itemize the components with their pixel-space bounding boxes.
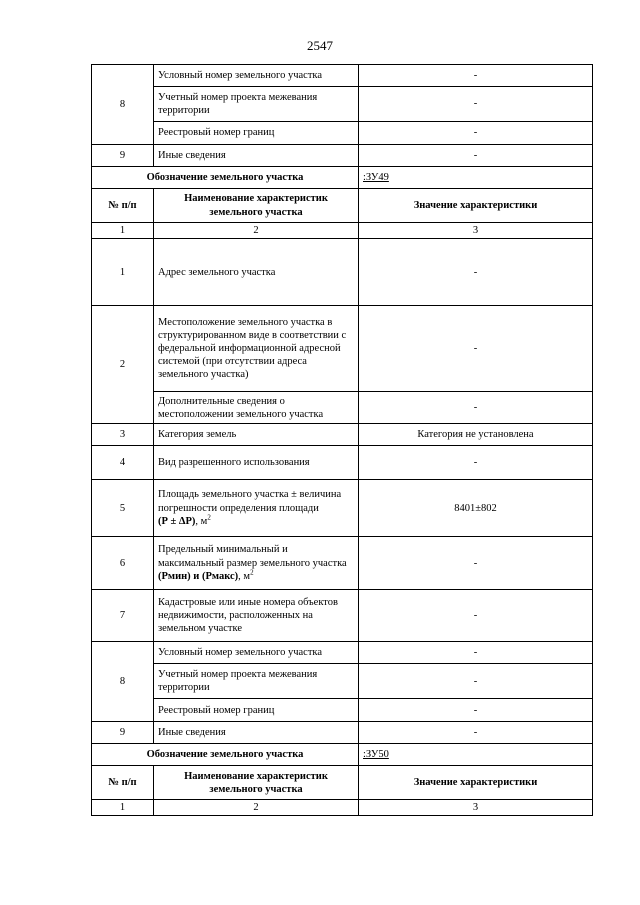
row-value: -	[359, 664, 593, 699]
row-name-main: Предельный минимальный и максимальный размер земельного участка	[158, 544, 347, 569]
section-banner	[92, 744, 593, 766]
row-name: Реестровый номер границ	[154, 699, 359, 722]
table-row	[92, 537, 593, 590]
row-value: -	[359, 537, 593, 590]
column-number: 3	[359, 223, 593, 239]
row-name: Вид разрешенного использования	[154, 446, 359, 480]
column-number: 1	[92, 223, 154, 239]
table-row	[92, 87, 593, 122]
row-value: -	[359, 306, 593, 392]
row-value: -	[359, 392, 593, 424]
row-name-bold: (Р ± ΔР)	[158, 515, 196, 527]
header-num: № п/п	[92, 189, 154, 223]
header-name: Наименование характеристик земельного участка	[154, 189, 359, 223]
row-value: 8401±802	[359, 480, 593, 537]
row-name-main: Площадь земельного участка ± величина погрешности определения площади	[158, 489, 342, 514]
row-name: Иные сведения	[154, 722, 359, 744]
table-row	[92, 722, 593, 744]
row-number: 8	[92, 642, 154, 722]
row-value: Категория не установлена	[359, 424, 593, 446]
row-value: -	[359, 87, 593, 122]
header-name: Наименование характеристик земельного участка	[154, 766, 359, 800]
table-row	[92, 699, 593, 722]
row-name: Условный номер земельного участка	[154, 65, 359, 87]
row-number: 8	[92, 65, 154, 145]
row-name	[154, 537, 359, 590]
row-value: -	[359, 590, 593, 642]
row-name-unit: , м	[195, 515, 208, 527]
row-name: Учетный номер проекта межевания территории	[154, 87, 359, 122]
land-plot-table	[91, 64, 593, 816]
table-row	[92, 446, 593, 480]
row-number: 4	[92, 446, 154, 480]
section-label: Обозначение земельного участка	[92, 167, 359, 189]
header-num: № п/п	[92, 766, 154, 800]
table-header	[92, 766, 593, 800]
section-code: :ЗУ49	[359, 167, 593, 189]
row-name: Иные сведения	[154, 145, 359, 167]
page-number: 2547	[307, 38, 333, 53]
row-name: Кадастровые или иные номера объектов недвижимости, расположенных на земельном участке	[154, 590, 359, 642]
table-row	[92, 122, 593, 145]
table-row	[92, 145, 593, 167]
row-name: Дополнительные сведения о местоположении земельного участка	[154, 392, 359, 424]
row-name: Реестровый номер границ	[154, 122, 359, 145]
row-number: 2	[92, 306, 154, 424]
row-value: -	[359, 122, 593, 145]
header-value: Значение характеристики	[359, 766, 593, 800]
row-number: 1	[92, 239, 154, 306]
row-name-unit: , м	[238, 570, 251, 582]
row-value: -	[359, 642, 593, 664]
row-number: 3	[92, 424, 154, 446]
row-number: 9	[92, 722, 154, 744]
row-name	[154, 480, 359, 537]
header-value: Значение характеристики	[359, 189, 593, 223]
table-row	[92, 642, 593, 664]
row-value: -	[359, 145, 593, 167]
row-number: 5	[92, 480, 154, 537]
table-row	[92, 664, 593, 699]
column-numbers	[92, 800, 593, 816]
table-row	[92, 590, 593, 642]
row-name: Учетный номер проекта межевания территории	[154, 664, 359, 699]
row-name: Категория земель	[154, 424, 359, 446]
row-number: 7	[92, 590, 154, 642]
table-row	[92, 480, 593, 537]
table-row	[92, 306, 593, 392]
row-name-bold: (Рмин) и (Рмакс)	[158, 570, 239, 582]
table-row	[92, 239, 593, 306]
row-value: -	[359, 699, 593, 722]
section-banner	[92, 167, 593, 189]
table-row	[92, 392, 593, 424]
section-code: :ЗУ50	[359, 744, 593, 766]
row-name-sup: 2	[250, 568, 254, 577]
row-value: -	[359, 722, 593, 744]
row-name: Местоположение земельного участка в структурированном виде в соответствии с федеральной информационной адресной системой (при отсутствии адреса земельного участка)	[154, 306, 359, 392]
row-value: -	[359, 65, 593, 87]
row-name: Адрес земельного участка	[154, 239, 359, 306]
table-row	[92, 65, 593, 87]
row-value: -	[359, 239, 593, 306]
table-header	[92, 189, 593, 223]
section-label: Обозначение земельного участка	[92, 744, 359, 766]
column-numbers	[92, 223, 593, 239]
table-row	[92, 424, 593, 446]
column-number: 2	[154, 223, 359, 239]
column-number: 3	[359, 800, 593, 816]
row-name: Условный номер земельного участка	[154, 642, 359, 664]
row-value: -	[359, 446, 593, 480]
row-name-sup: 2	[207, 513, 211, 522]
row-number: 9	[92, 145, 154, 167]
column-number: 1	[92, 800, 154, 816]
column-number: 2	[154, 800, 359, 816]
row-number: 6	[92, 537, 154, 590]
